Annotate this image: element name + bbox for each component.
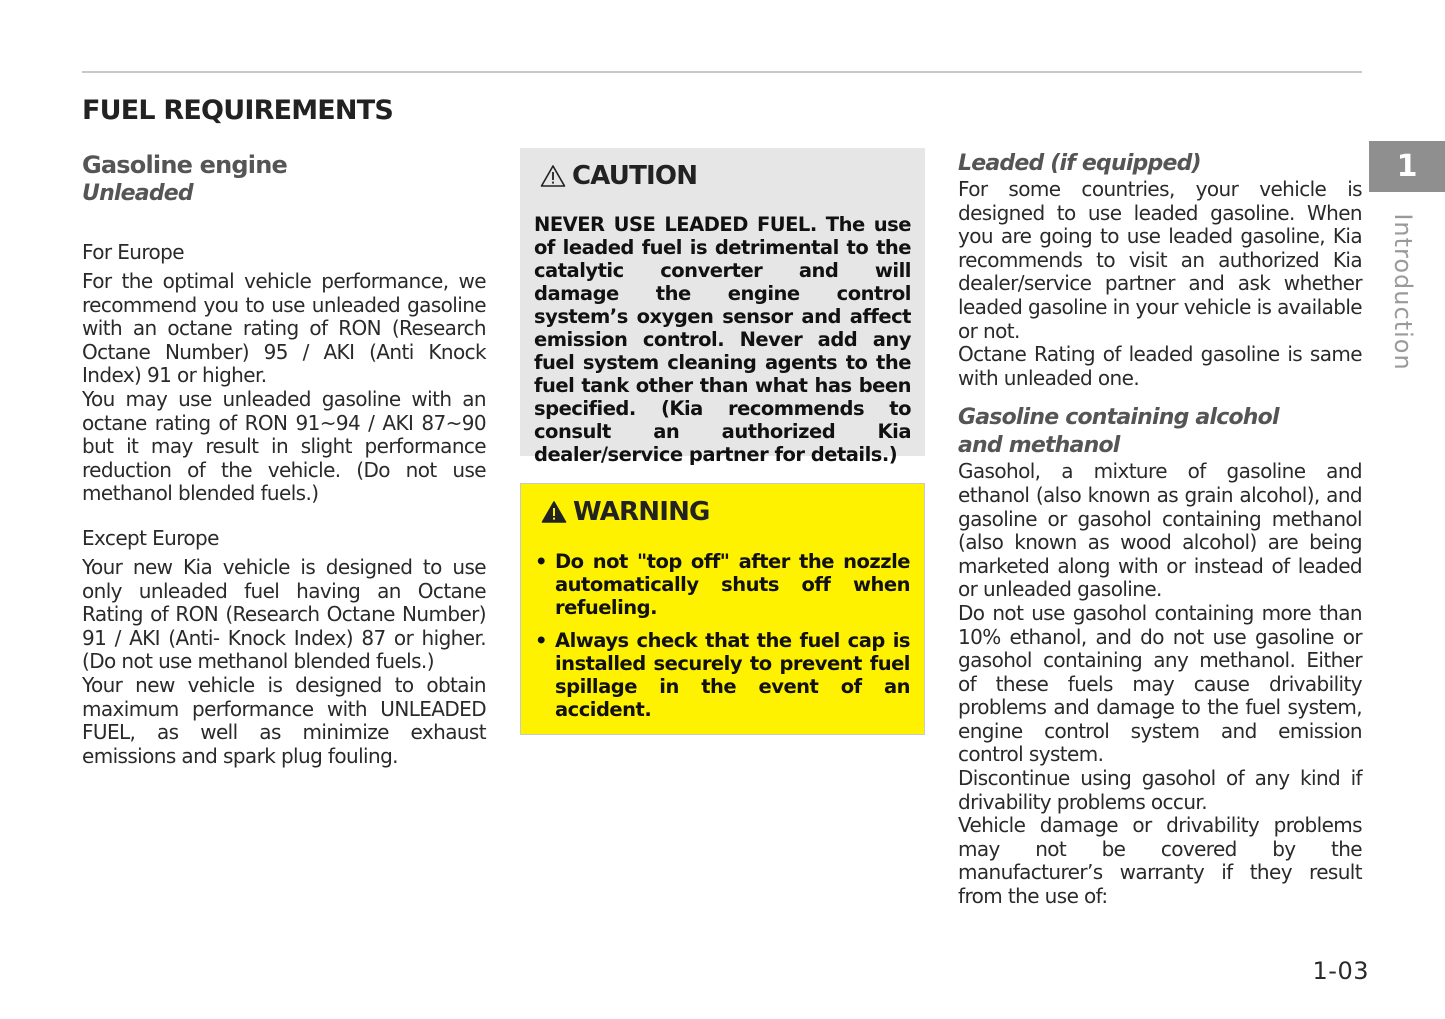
page-number: 1-03 [1312, 957, 1369, 985]
except-europe-paragraph-2: Your new vehicle is designed to obtain maximum performance with UNLEADED FUEL, as well as minimize exhaust emissions and spark plug fouling. [82, 672, 486, 768]
alcohol-paragraph-4: Vehicle damage or drivability problems may not be covered by the manufacturer’s warranty if they result from the use of: [958, 813, 1362, 909]
except-europe-title: Except Europe [82, 525, 219, 550]
leaded-title: Leaded (if equipped) [958, 151, 1201, 176]
alcohol-paragraph-3: Discontinue using gasohol of any kind if drivability problems occur. [958, 766, 1362, 814]
alcohol-paragraph-2: Do not use gasohol containing more than 10% ethanol, and do not use gasoline or gasohol containing any methanol. Either of these fuels may cause drivability problems and damage to the fuel system, engine control system and emission control system. [958, 600, 1362, 767]
warning-header [541, 496, 910, 528]
warning-box [520, 483, 925, 735]
caution-header [540, 160, 911, 192]
page-title: FUEL REQUIREMENTS [82, 95, 393, 126]
europe-paragraph-1: For the optimal vehicle performance, we recommend you to use unleaded gasoline with an octane rating of RON (Research Octane Number) 95 / AKI (Anti Knock Index) 91 or higher. [82, 269, 486, 388]
caution-title: CAUTION [572, 161, 698, 191]
alcohol-paragraph-1: Gasohol, a mixture of gasoline and ethanol (also known as grain alcohol), and gasoline or gasohol containing methanol (also known as wood alcohol) are being marketed along with or instead of leaded or unleaded gasoline. [958, 459, 1362, 602]
warning-title: WARNING [573, 497, 710, 527]
europe-title: For Europe [82, 240, 184, 264]
header-rule [82, 71, 1362, 73]
section-subheading: Unleaded [82, 181, 193, 206]
warning-item: • Always check that the fuel cap is installed securely to prevent fuel spillage in the event of an accident. [535, 629, 910, 721]
warning-triangle-icon [541, 500, 567, 524]
caution-text: NEVER USE LEADED FUEL. The use of leaded fuel is detrimental to the catalytic converter and will damage the engine control system’s oxygen sensor and affect emission control. Never add any fuel system cleaning agents to the fuel tank other than what has been specified. (Kia recommends to consult an authorized Kia dealer/service partner for details.) [534, 213, 911, 466]
right-column [958, 150, 1362, 909]
warning-item: • Do not "top off" after the nozzle automatically shuts off when refueling. [535, 550, 910, 619]
alcohol-title: Gasoline containing alcohol and methanol [958, 405, 1279, 459]
except-europe-paragraph-1: Your new Kia vehicle is designed to use only unleaded fuel having an Octane Rating of RON (Research Octane Number) 91 / AKI (Anti- Knock Index) 87 or higher. (Do not use methanol blended fuels.) [82, 554, 486, 674]
europe-paragraph-2: You may use unleaded gasoline with an octane rating of RON 91~94 / AKI 87~90 but it may result in slight performance reduction of the vehicle. (Do not use methanol blended fuels.) [82, 386, 486, 506]
middle-column [520, 148, 925, 735]
caution-triangle-icon [540, 164, 566, 188]
chapter-label: Introduction [1389, 213, 1417, 371]
leaded-paragraph-1: For some countries, your vehicle is designed to use leaded gasoline. When you are going to use leaded gasoline, Kia recommends to visit an authorized Kia dealer/service partner and ask whether leaded gasoline in your vehicle is available or not. [958, 177, 1362, 343]
caution-box [520, 148, 925, 466]
chapter-tab: 1 [1369, 141, 1445, 192]
left-column [82, 150, 486, 768]
section-heading: Gasoline engine [82, 151, 287, 179]
warning-list [535, 550, 910, 721]
leaded-paragraph-2: Octane Rating of leaded gasoline is same with unleaded one. [958, 342, 1362, 390]
